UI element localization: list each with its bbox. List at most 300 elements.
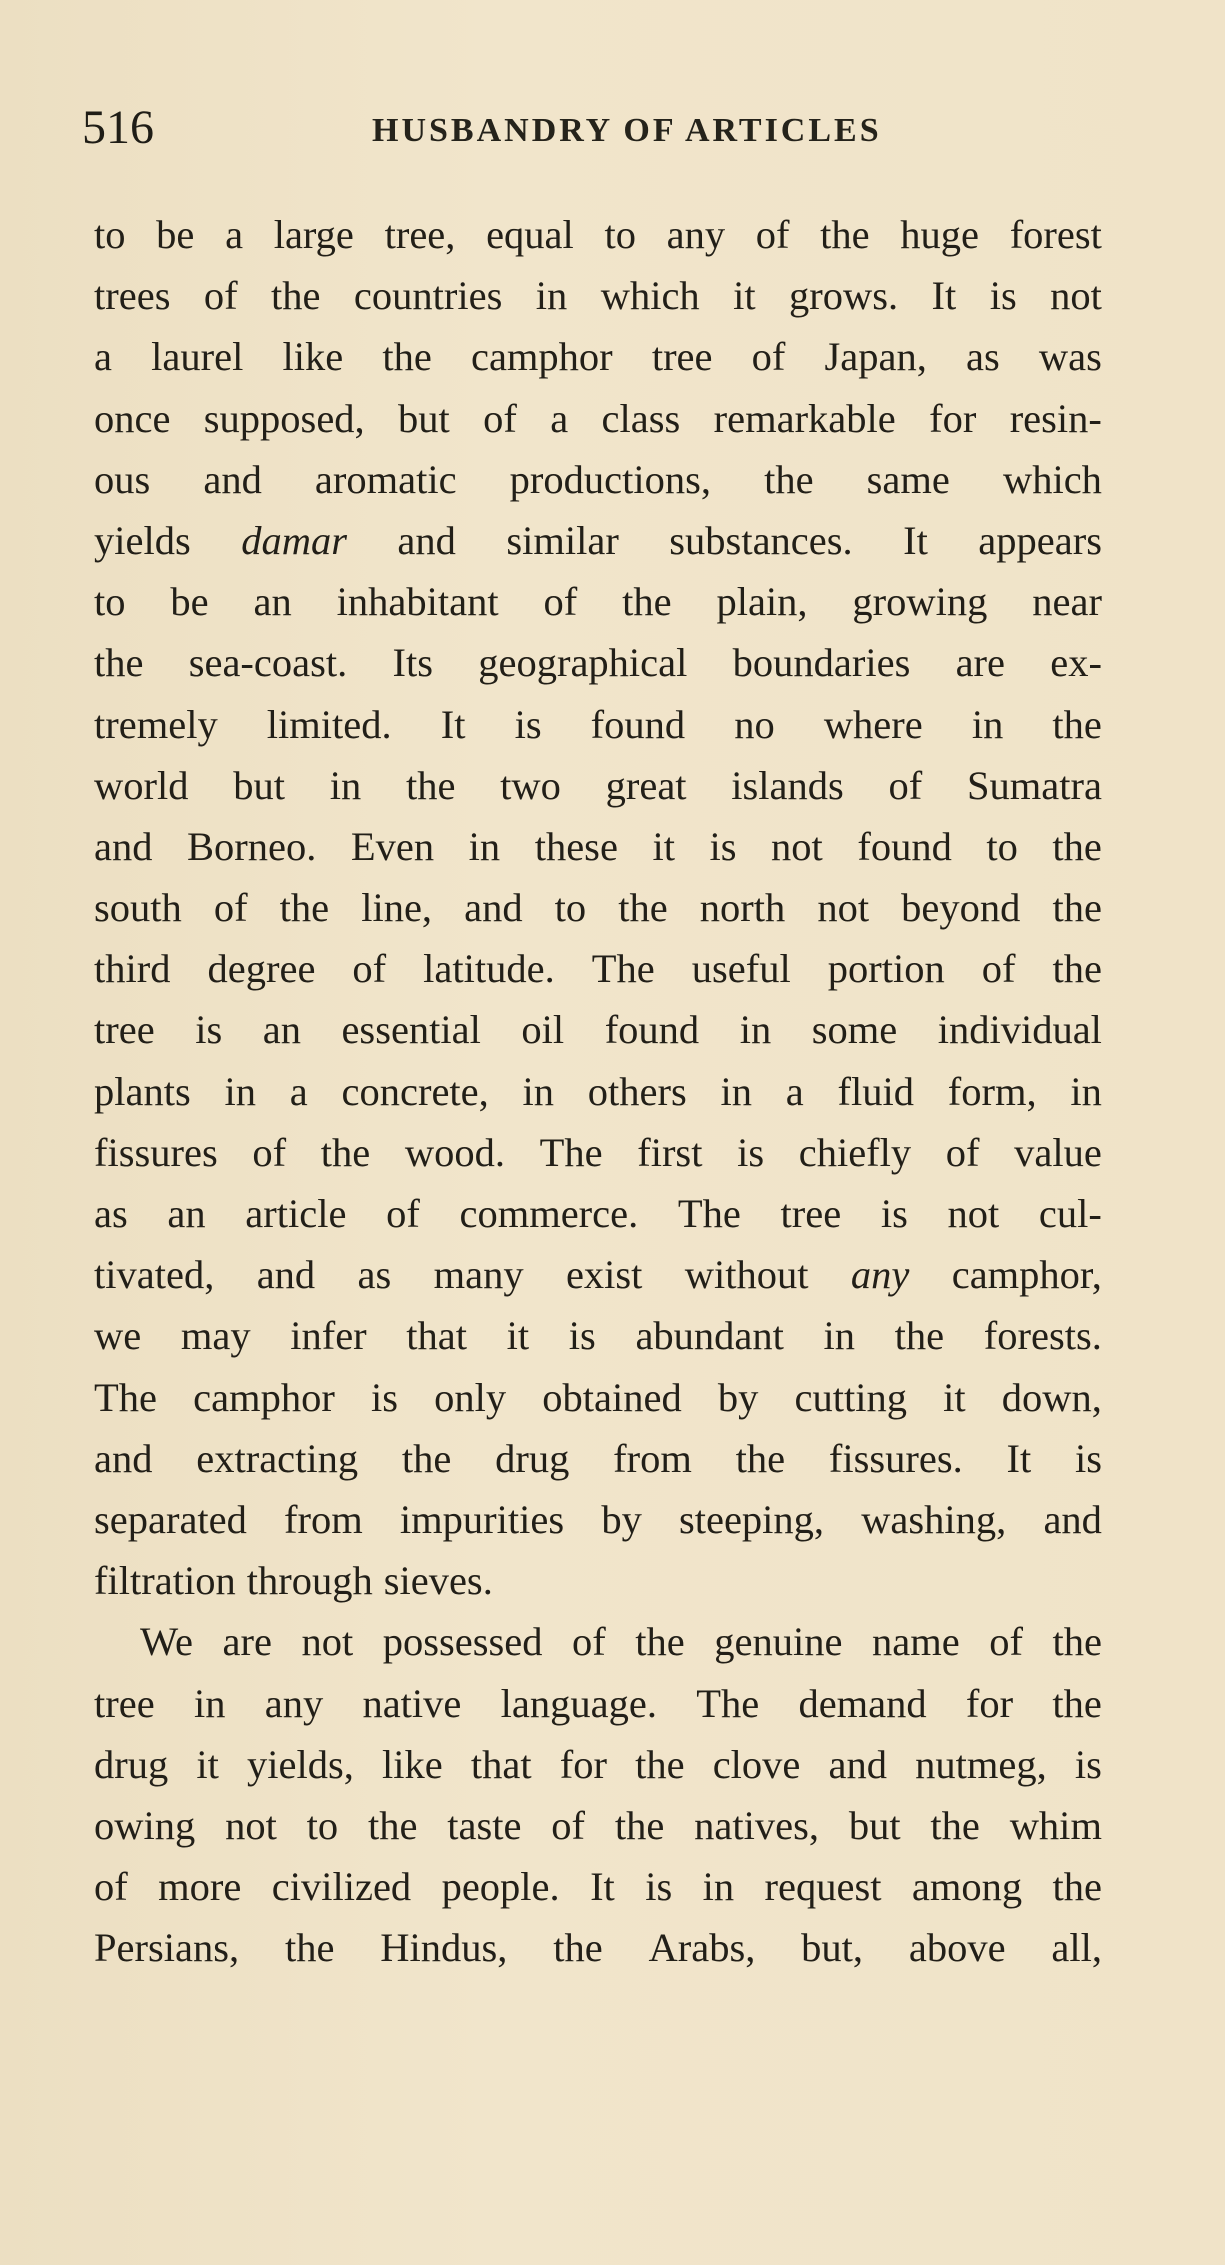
word: extracting [196, 1435, 359, 1481]
word: are [222, 1619, 272, 1665]
word: in [535, 273, 568, 319]
text-line [94, 326, 1102, 387]
word: camphor [470, 334, 613, 380]
word: only [434, 1374, 507, 1420]
word: to [554, 885, 587, 931]
word: third [94, 946, 171, 992]
word: taste [447, 1802, 522, 1848]
word: fluid [837, 1068, 915, 1114]
page-number: 516 [82, 101, 154, 154]
text-line [94, 204, 1102, 265]
word: of [483, 395, 517, 441]
text-line [94, 449, 1102, 510]
word: drug [94, 1741, 169, 1787]
word: a [550, 395, 569, 441]
text-line [94, 388, 1102, 449]
word: in [224, 1068, 257, 1114]
text-line [94, 510, 1102, 571]
word: It [590, 1864, 615, 1910]
word: clove [712, 1741, 801, 1787]
word: above [908, 1925, 1006, 1971]
word: damar [241, 517, 347, 563]
word: without [684, 1252, 809, 1298]
word: and [256, 1252, 316, 1298]
word: which [1002, 456, 1102, 502]
word: trees [94, 273, 171, 319]
word: in [193, 1680, 226, 1726]
word: the [894, 1313, 945, 1359]
word: Japan, [824, 334, 927, 380]
word: to [94, 579, 126, 625]
word: and [828, 1741, 888, 1787]
word: the [1052, 1864, 1102, 1910]
word: the [320, 1129, 371, 1175]
word: and [397, 517, 456, 563]
word: it [943, 1374, 966, 1420]
word: in [468, 823, 501, 869]
word: tree [780, 1191, 842, 1236]
word: the [284, 1925, 335, 1971]
word: demand [798, 1680, 927, 1726]
word: obtained [542, 1374, 682, 1420]
word: as [94, 1191, 128, 1236]
word: Even [350, 823, 435, 869]
word: is [880, 1191, 908, 1236]
word: sieves. [383, 1558, 493, 1604]
word: forests. [983, 1313, 1102, 1359]
word: the [553, 1925, 603, 1971]
word: impurities [399, 1496, 565, 1542]
word: an [167, 1191, 206, 1236]
word: many [433, 1252, 524, 1298]
word: not [947, 1191, 1000, 1236]
word: substances. [669, 517, 853, 563]
word: of [386, 1191, 420, 1236]
word: in [823, 1313, 856, 1359]
word: among [911, 1864, 1023, 1910]
text-line [94, 999, 1102, 1060]
text-line [94, 1795, 1102, 1856]
word: the [1052, 823, 1102, 869]
word: degree [207, 946, 316, 992]
word: the [382, 334, 432, 380]
word: natives, [694, 1802, 819, 1848]
word: an [253, 579, 292, 625]
word: are [955, 640, 1006, 686]
word: for [965, 1680, 1014, 1726]
word: others [587, 1068, 687, 1114]
word: world [94, 762, 189, 808]
text-line [94, 1061, 1102, 1122]
word: countries [353, 273, 503, 319]
word: a [225, 212, 244, 257]
text-line [94, 816, 1102, 877]
word: is [568, 1313, 596, 1359]
word: a [785, 1068, 804, 1114]
word: which [600, 273, 700, 319]
word: to [94, 212, 126, 257]
word: commerce. [459, 1191, 639, 1236]
word: is [1074, 1435, 1102, 1481]
word: be [156, 212, 195, 257]
word: the [764, 456, 814, 502]
word: from [613, 1435, 692, 1481]
word: useful [691, 946, 791, 992]
word: in [522, 1068, 555, 1114]
word: ex- [1050, 640, 1102, 686]
word: latitude. [423, 946, 555, 992]
word: request [764, 1864, 882, 1910]
word: boundaries [732, 640, 911, 686]
word: two [500, 762, 561, 808]
word: the [1052, 1680, 1102, 1726]
word: not [1050, 273, 1102, 319]
word: is [709, 823, 737, 869]
text-line [94, 632, 1102, 693]
word: It [903, 517, 928, 563]
word: the [622, 579, 672, 625]
word: same [866, 456, 950, 502]
word: The [539, 1129, 603, 1175]
text-line [94, 1673, 1102, 1734]
word: be [170, 579, 209, 625]
word: tree [94, 1007, 155, 1053]
word: of [203, 273, 238, 319]
word: to [306, 1802, 339, 1848]
word: in [739, 1007, 772, 1053]
word: separated [94, 1496, 247, 1542]
word: plain, [716, 579, 808, 625]
word: Persians, [94, 1925, 240, 1971]
word: is [989, 273, 1017, 319]
word: to [604, 212, 636, 257]
word: from [284, 1496, 363, 1542]
word: any [264, 1680, 324, 1726]
word: value [1014, 1129, 1102, 1175]
word: the [635, 1741, 685, 1787]
word: for [929, 395, 977, 441]
word: yields, [247, 1741, 354, 1787]
word: the [930, 1802, 980, 1848]
word: where [823, 701, 923, 747]
word: down, [1001, 1374, 1102, 1420]
text-line [94, 571, 1102, 632]
word: language. [500, 1680, 657, 1726]
word: tremely [94, 701, 218, 747]
word: the [614, 1802, 665, 1848]
word: camphor, [951, 1252, 1102, 1298]
word: equal [486, 212, 574, 257]
word: growing [852, 579, 988, 625]
word: for [559, 1741, 607, 1787]
word: the [1052, 1619, 1102, 1665]
word: abundant [635, 1313, 784, 1359]
text-line [94, 1611, 1102, 1672]
word: like [382, 1741, 443, 1787]
word: productions, [509, 456, 712, 502]
word: of [543, 579, 578, 625]
word: the [271, 273, 321, 319]
word: people. [441, 1864, 560, 1910]
word: possessed [382, 1619, 543, 1665]
word: laurel [151, 334, 244, 380]
word: plants [94, 1068, 191, 1114]
word: is [370, 1374, 398, 1420]
word: class [601, 395, 681, 441]
word: tree [651, 334, 713, 380]
word: chiefly [798, 1129, 912, 1175]
word: and [94, 1435, 153, 1481]
word: it [196, 1741, 219, 1787]
word: may [180, 1313, 251, 1359]
word: large [273, 212, 354, 257]
word: Arabs, [648, 1925, 756, 1971]
word: grows. [789, 273, 899, 319]
word: that [406, 1313, 468, 1359]
word: the [367, 1802, 418, 1848]
text-line [94, 1734, 1102, 1795]
word: a [289, 1068, 308, 1114]
word: tivated, [94, 1252, 215, 1298]
word: once [94, 395, 171, 441]
word: found [604, 1007, 700, 1053]
word: It [440, 701, 466, 747]
text-line [94, 938, 1102, 999]
word: of [551, 1802, 586, 1848]
word: of [572, 1619, 606, 1665]
text-line [94, 694, 1102, 755]
word: first [637, 1129, 703, 1175]
word: an [262, 1007, 301, 1053]
word: Its [392, 640, 433, 686]
word: nutmeg, [915, 1741, 1047, 1787]
word: by [601, 1496, 642, 1542]
word: the [735, 1435, 786, 1481]
word: not [225, 1802, 277, 1848]
body-text [94, 204, 1102, 1978]
text-line [94, 1428, 1102, 1489]
word: article [245, 1191, 347, 1236]
text-line [94, 1122, 1102, 1183]
word: concrete, [341, 1068, 489, 1114]
text-line [94, 1917, 1102, 1978]
word: limited. [266, 701, 392, 747]
text-line [94, 1550, 1102, 1611]
word: line, [361, 885, 433, 931]
word: like [282, 334, 344, 380]
text-line [94, 1183, 1102, 1244]
word: The [696, 1680, 760, 1726]
word: wood. [404, 1129, 505, 1175]
word: it [733, 273, 756, 319]
word: the [820, 212, 870, 257]
word: in [329, 762, 362, 808]
word: Borneo. [187, 823, 317, 869]
word: whim [1009, 1802, 1102, 1848]
text-line [94, 1367, 1102, 1428]
word: yields [94, 517, 191, 563]
word: individual [937, 1007, 1102, 1053]
word: remarkable [713, 395, 896, 441]
word: the [618, 885, 668, 931]
word: of [755, 212, 790, 257]
word: tree [94, 1680, 155, 1726]
word: the [1052, 701, 1102, 747]
word: The [94, 1374, 157, 1420]
word: it [652, 823, 675, 869]
word: We [140, 1619, 193, 1665]
word: these [534, 823, 618, 869]
word: through [246, 1558, 373, 1604]
word: washing, [861, 1496, 1007, 1542]
word: huge [900, 212, 980, 257]
word: the [1052, 885, 1102, 931]
text-line [94, 1244, 1102, 1305]
word: supposed, [203, 395, 365, 441]
word: It [931, 273, 957, 319]
word: any [666, 212, 726, 257]
word: similar [506, 517, 619, 563]
word: native [362, 1680, 462, 1726]
word: resin- [1009, 395, 1102, 441]
word: but [233, 762, 285, 808]
word: the [401, 1435, 452, 1481]
word: found [590, 701, 686, 747]
word: of [945, 1129, 980, 1175]
word: as [357, 1252, 392, 1298]
word: and [203, 456, 262, 502]
word: not [301, 1619, 354, 1665]
word: found [857, 823, 952, 869]
word: cul- [1038, 1191, 1102, 1236]
word: portion [827, 946, 945, 992]
word: sea-coast. [188, 640, 348, 686]
word: we [94, 1313, 142, 1359]
word: essential [341, 1007, 481, 1053]
word: and [1043, 1496, 1102, 1542]
word: the [279, 885, 330, 931]
word: in [1070, 1068, 1102, 1114]
word: of [981, 946, 1016, 992]
word: not [771, 823, 823, 869]
word: tree, [384, 212, 456, 257]
word: of [252, 1129, 287, 1175]
word: south [94, 885, 182, 931]
word: geographical [478, 640, 688, 686]
word: of [352, 946, 387, 992]
word: near [1032, 579, 1102, 625]
word: aromatic [314, 456, 457, 502]
word: camphor [193, 1374, 335, 1420]
word: the [635, 1619, 685, 1665]
word: beyond [901, 885, 1021, 931]
word: The [677, 1191, 741, 1236]
word: appears [978, 517, 1102, 563]
word: the [94, 640, 144, 686]
word: north [699, 885, 786, 931]
word: is [737, 1129, 765, 1175]
running-title: HUSBANDRY OF ARTICLES [372, 112, 882, 149]
word: in [720, 1068, 753, 1114]
word: genuine [714, 1619, 843, 1665]
word: is [514, 701, 542, 747]
word: drug [495, 1435, 570, 1481]
paragraph [94, 204, 1102, 1611]
word: by [717, 1374, 759, 1420]
word: of [888, 762, 923, 808]
word: of [989, 1619, 1023, 1665]
word: a [94, 334, 112, 380]
word: but, [801, 1925, 864, 1971]
text-line [94, 1856, 1102, 1917]
word: The [591, 946, 655, 992]
word: forest [1009, 212, 1102, 257]
word: some [811, 1007, 898, 1053]
word: Hindus, [380, 1925, 508, 1971]
word: It [1006, 1435, 1032, 1481]
text-line [94, 877, 1102, 938]
word: exist [565, 1252, 643, 1298]
word: it [506, 1313, 530, 1359]
word: Sumatra [966, 762, 1102, 808]
word: civilized [271, 1864, 412, 1910]
word: no [734, 701, 775, 747]
word: the [405, 762, 456, 808]
word: all, [1051, 1925, 1102, 1971]
word: of [751, 334, 786, 380]
word: and [464, 885, 523, 931]
word: infer [290, 1313, 367, 1359]
running-head [82, 98, 1122, 158]
word: of [213, 885, 248, 931]
word: not [817, 885, 870, 931]
word: fissures [94, 1129, 218, 1175]
word: great [605, 762, 687, 808]
word: name [872, 1619, 960, 1665]
word: that [470, 1741, 532, 1787]
word: the [1052, 946, 1102, 992]
paragraph [94, 1611, 1102, 1978]
word: owing [94, 1802, 196, 1848]
word: in [971, 701, 1004, 747]
text-line [94, 755, 1102, 816]
word: fissures. [828, 1435, 963, 1481]
word: any [850, 1252, 910, 1298]
word: inhabitant [336, 579, 499, 625]
word: filtration [94, 1558, 236, 1604]
word: islands [731, 762, 844, 808]
word: is [195, 1007, 223, 1053]
word: form, [947, 1068, 1037, 1114]
word: but [398, 395, 450, 441]
word: of [94, 1864, 128, 1910]
word: is [645, 1864, 673, 1910]
word: oil [521, 1007, 565, 1053]
word: as [966, 334, 1000, 380]
text-line [94, 1305, 1102, 1366]
word: more [158, 1864, 242, 1910]
word: in [702, 1864, 735, 1910]
word: and [94, 823, 153, 869]
word: but [848, 1802, 901, 1848]
word: is [1074, 1741, 1102, 1787]
word: steeping, [678, 1496, 825, 1542]
word: ous [94, 456, 151, 502]
word: to [986, 823, 1018, 869]
text-line [94, 265, 1102, 326]
word: was [1038, 334, 1102, 380]
word: cutting [794, 1374, 907, 1420]
